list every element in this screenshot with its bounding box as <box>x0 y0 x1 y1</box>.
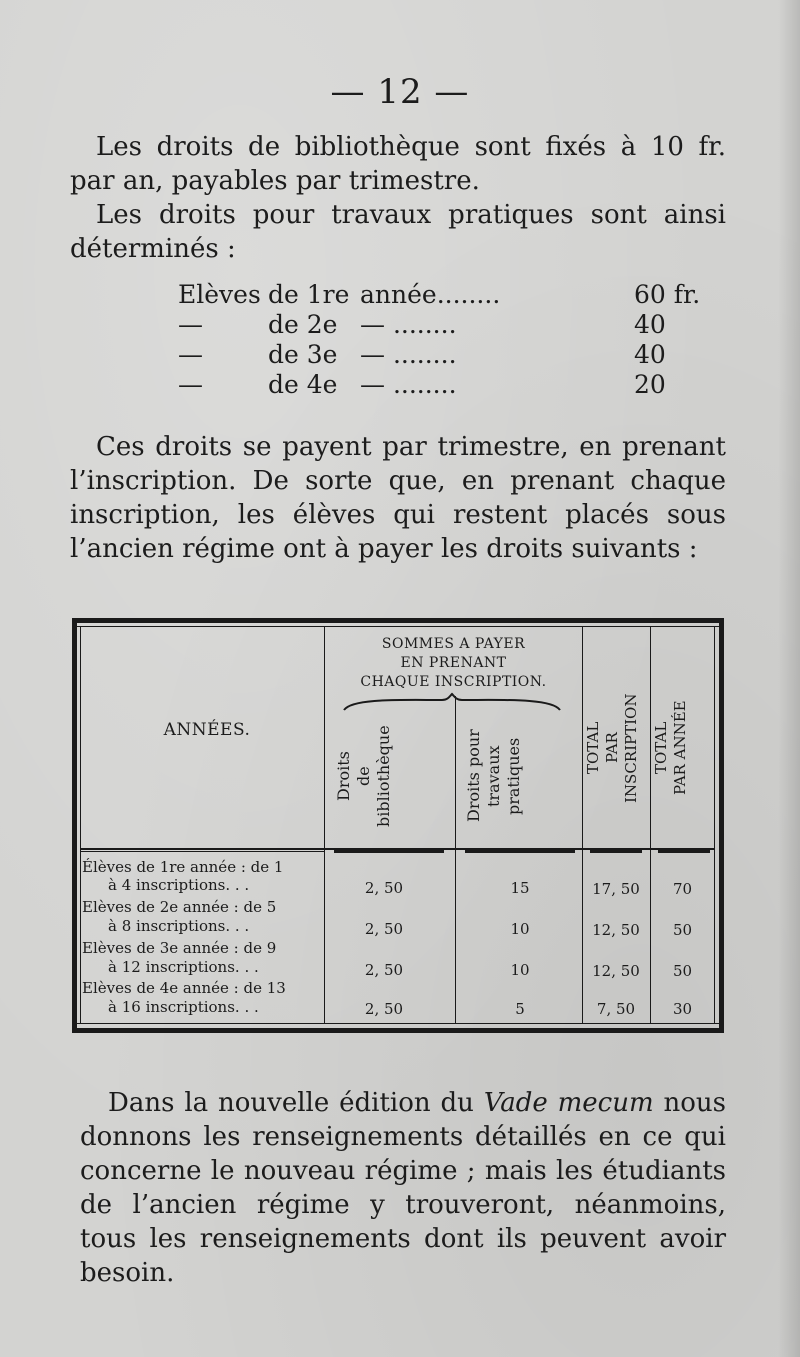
col-sep-biblio <box>455 696 456 1023</box>
year-prefix: de <box>268 310 307 339</box>
page-number: — 12 — <box>330 72 470 112</box>
fees-row-dots: année........ <box>360 280 501 309</box>
paragraph-vade-mecum-after: nous donnons les renseignements détaillés en ce qui concerne le nouveau régime ; mais les étudiants de l’ancien régime y trouveront, néanmoins, tous les renseignements dont ils peuvent avoir besoin. <box>80 1088 727 1288</box>
paragraph-vade-mecum <box>80 1086 726 1290</box>
fees-table <box>72 618 724 1036</box>
header-sommes-line1: SOMMES A PAYER <box>381 636 526 652</box>
vade-mecum-title: Vade mecum <box>483 1088 654 1118</box>
table-border-left-thin <box>80 626 81 1024</box>
fees-row-year <box>268 310 360 340</box>
row4-label-line1: Elèves de 4e année : de 13 <box>82 979 286 997</box>
row1-biblio: 2, 50 <box>364 879 404 897</box>
table-border-left <box>72 618 77 1033</box>
fees-list <box>178 280 700 400</box>
year-prefix: de <box>268 280 307 309</box>
table-border-bottom-thin <box>72 1023 724 1024</box>
row1-total-annee: 70 <box>672 880 693 898</box>
row1-travaux: 15 <box>510 879 530 897</box>
fees-row-year <box>268 370 360 400</box>
row3-total-annee: 50 <box>672 962 693 980</box>
year-prefix: de <box>268 370 307 399</box>
row1-total-inscription: 17, 50 <box>592 880 640 898</box>
year-ordinal: 4e <box>306 370 338 399</box>
paragraph-practical-work-fees: Les droits pour travaux pratiques sont ainsi déterminés : <box>70 200 726 264</box>
row2-biblio: 2, 50 <box>364 920 404 938</box>
page-shadow <box>778 0 800 1357</box>
table-border-top-thin <box>72 626 724 627</box>
header-rule-total <box>590 848 642 853</box>
fees-row-label: — <box>178 310 203 339</box>
row3-total-inscription: 12, 50 <box>592 962 640 980</box>
header-rule-biblio <box>334 848 444 853</box>
fees-row <box>178 280 700 310</box>
row3-label-line2: à 12 inscriptions. . . <box>108 958 259 976</box>
header-rule-annee <box>658 848 710 853</box>
row4-total-inscription: 7, 50 <box>596 1000 636 1018</box>
fees-row-year <box>268 340 360 370</box>
fees-row-amount: 40 <box>634 310 666 339</box>
fees-row-label: — <box>178 340 203 369</box>
row3-biblio: 2, 50 <box>364 961 404 979</box>
header-droits-travaux: Droits pour travaux pratiques <box>464 729 523 823</box>
paragraph-library-fees: Les droits de bibliothèque sont fixés à 10 fr. par an, payables par trimestre. <box>70 132 726 196</box>
row2-total-annee: 50 <box>672 921 693 939</box>
paragraph-vade-mecum-before: Dans la nouvelle édition du <box>108 1088 474 1118</box>
fees-row-dots: — ........ <box>360 370 457 399</box>
fees-row-dots: — ........ <box>360 310 457 339</box>
table-border-bottom <box>72 1028 724 1033</box>
header-sommes-line2: EN PRENANT <box>400 655 507 671</box>
fees-row <box>178 310 700 340</box>
fees-row-dots: — ........ <box>360 340 457 369</box>
fees-row-label: Elèves <box>178 280 261 309</box>
year-ordinal: 2e <box>306 310 338 339</box>
header-rule-annees <box>81 851 324 852</box>
row1-label-line1: Élèves de 1re année : de 1 <box>82 858 284 876</box>
paragraph-payment-terms: Ces droits se payent par trimestre, en prenant l’inscription. De sorte que, en prenant chaque inscription, les élèves qui restent placés sous l’ancien régime ont à payer les droits suivants : <box>70 432 726 564</box>
year-ordinal: 3e <box>306 340 338 369</box>
row3-label-line1: Elèves de 3e année : de 9 <box>82 939 277 957</box>
header-droits-bibliotheque: Droits de bibliothèque <box>334 725 393 827</box>
row4-biblio: 2, 50 <box>364 1000 404 1018</box>
fees-row-amount: 20 <box>634 370 666 399</box>
row2-total-inscription: 12, 50 <box>592 921 640 939</box>
fees-row-amount: 40 <box>634 340 666 369</box>
header-rule-travaux <box>465 848 575 853</box>
row4-total-annee: 30 <box>672 1000 693 1018</box>
year-prefix: de <box>268 340 307 369</box>
table-border-right-thin <box>714 626 715 1024</box>
row4-travaux: 5 <box>515 1000 525 1018</box>
row2-label-line1: Elèves de 2e année : de 5 <box>82 898 277 916</box>
header-total-inscription: TOTAL PAR INSCRIPTION <box>584 693 640 803</box>
row2-travaux: 10 <box>510 920 530 938</box>
row2-label-line2: à 8 inscriptions. . . <box>108 917 250 935</box>
table-border-right <box>719 618 724 1033</box>
row4-label-line2: à 16 inscriptions. . . <box>108 998 259 1016</box>
table-border-top <box>72 618 724 623</box>
header-total-annee: TOTAL PAR ANNÉE <box>652 700 689 796</box>
row1-label-line2: à 4 inscriptions. . . <box>108 876 250 894</box>
header-annees: ANNÉES. <box>163 720 251 740</box>
header-sommes-line3: CHAQUE INSCRIPTION. <box>360 674 547 690</box>
fees-row-amount: 60 fr. <box>634 280 701 309</box>
year-ordinal: 1re <box>306 280 350 309</box>
fees-row-label: — <box>178 370 203 399</box>
row3-travaux: 10 <box>510 961 530 979</box>
fees-row <box>178 340 700 370</box>
fees-row <box>178 370 700 400</box>
fees-row-year <box>268 280 360 310</box>
